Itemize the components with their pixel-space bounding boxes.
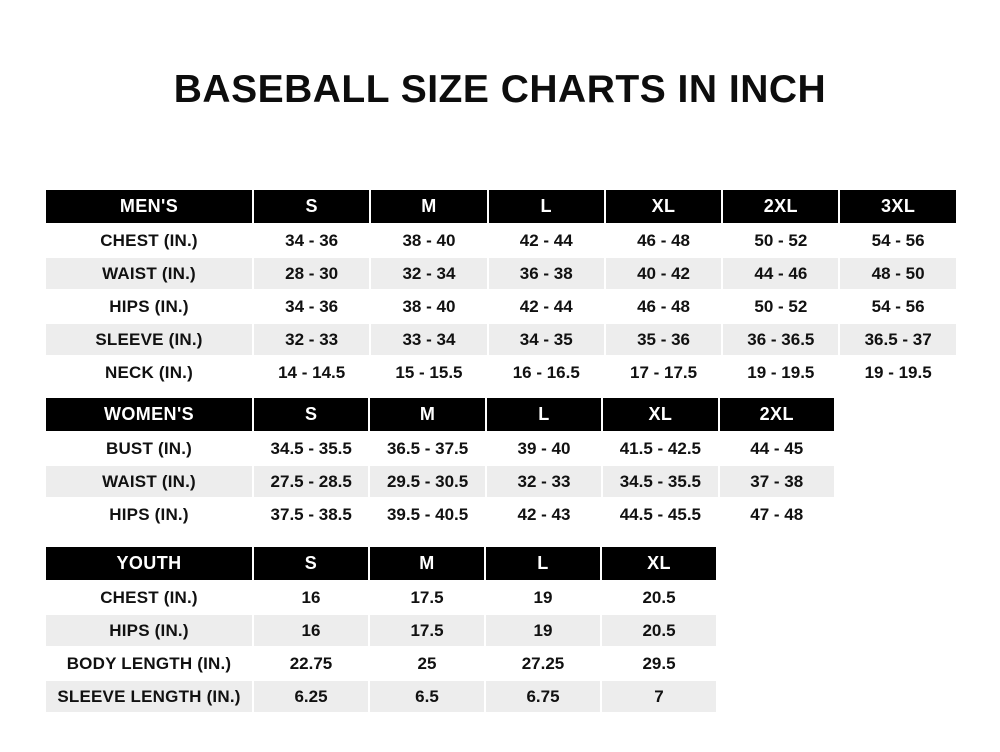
table-header-row	[45, 397, 835, 432]
cell: 42 - 43	[486, 498, 602, 531]
table-row	[45, 498, 835, 531]
cell: 7	[601, 680, 717, 713]
cell: 20.5	[601, 614, 717, 647]
mens-size-table	[44, 188, 958, 390]
cell: 17.5	[369, 581, 485, 614]
cell: 19 - 19.5	[722, 356, 839, 389]
cell: 37.5 - 38.5	[253, 498, 369, 531]
column-header-category: YOUTH	[45, 546, 253, 581]
cell: 54 - 56	[839, 224, 956, 257]
cell: 33 - 34	[370, 323, 487, 356]
row-label: SLEEVE (IN.)	[45, 323, 253, 356]
cell: 39 - 40	[486, 432, 602, 465]
cell: 36.5 - 37	[839, 323, 956, 356]
column-header-xl: XL	[602, 397, 718, 432]
cell: 38 - 40	[370, 224, 487, 257]
cell: 36 - 38	[488, 257, 605, 290]
cell: 38 - 40	[370, 290, 487, 323]
cell: 50 - 52	[722, 224, 839, 257]
cell: 48 - 50	[839, 257, 956, 290]
cell: 34.5 - 35.5	[602, 465, 718, 498]
page-title: BASEBALL SIZE CHARTS IN INCH	[173, 68, 827, 111]
table-row	[45, 680, 717, 713]
row-label: SLEEVE LENGTH (IN.)	[45, 680, 253, 713]
row-label: HIPS (IN.)	[45, 614, 253, 647]
cell: 16	[253, 614, 369, 647]
row-label: CHEST (IN.)	[45, 224, 253, 257]
column-header-category: MEN'S	[45, 189, 253, 224]
column-header-category: WOMEN'S	[45, 397, 253, 432]
cell: 19 - 19.5	[839, 356, 956, 389]
table-row	[45, 432, 835, 465]
cell: 46 - 48	[605, 224, 722, 257]
table-row	[45, 581, 717, 614]
table-row	[45, 465, 835, 498]
cell: 27.25	[485, 647, 601, 680]
cell: 20.5	[601, 581, 717, 614]
row-label: BODY LENGTH (IN.)	[45, 647, 253, 680]
cell: 34.5 - 35.5	[253, 432, 369, 465]
column-header-l: L	[486, 397, 602, 432]
cell: 19	[485, 614, 601, 647]
column-header-2xl: 2XL	[722, 189, 839, 224]
table-row	[45, 290, 957, 323]
cell: 19	[485, 581, 601, 614]
table-row	[45, 356, 957, 389]
row-label: HIPS (IN.)	[45, 290, 253, 323]
cell: 46 - 48	[605, 290, 722, 323]
cell: 34 - 36	[253, 224, 370, 257]
column-header-m: M	[370, 189, 487, 224]
cell: 16	[253, 581, 369, 614]
cell: 34 - 35	[488, 323, 605, 356]
cell: 6.25	[253, 680, 369, 713]
cell: 42 - 44	[488, 224, 605, 257]
row-label: WAIST (IN.)	[45, 465, 253, 498]
cell: 32 - 34	[370, 257, 487, 290]
cell: 15 - 15.5	[370, 356, 487, 389]
row-label: CHEST (IN.)	[45, 581, 253, 614]
column-header-xl: XL	[605, 189, 722, 224]
cell: 14 - 14.5	[253, 356, 370, 389]
column-header-m: M	[369, 397, 485, 432]
cell: 17 - 17.5	[605, 356, 722, 389]
table-header-row	[45, 189, 957, 224]
table-header-row	[45, 546, 717, 581]
table-row	[45, 647, 717, 680]
table-row	[45, 257, 957, 290]
column-header-xl: XL	[601, 546, 717, 581]
column-header-s: S	[253, 189, 370, 224]
cell: 17.5	[369, 614, 485, 647]
row-label: BUST (IN.)	[45, 432, 253, 465]
womens-size-table	[44, 396, 836, 532]
table-row	[45, 323, 957, 356]
row-label: HIPS (IN.)	[45, 498, 253, 531]
cell: 29.5	[601, 647, 717, 680]
cell: 50 - 52	[722, 290, 839, 323]
cell: 44 - 45	[719, 432, 835, 465]
row-label: WAIST (IN.)	[45, 257, 253, 290]
row-label: NECK (IN.)	[45, 356, 253, 389]
column-header-s: S	[253, 397, 369, 432]
cell: 6.75	[485, 680, 601, 713]
cell: 44.5 - 45.5	[602, 498, 718, 531]
cell: 32 - 33	[486, 465, 602, 498]
table-row	[45, 614, 717, 647]
cell: 16 - 16.5	[488, 356, 605, 389]
cell: 22.75	[253, 647, 369, 680]
cell: 29.5 - 30.5	[369, 465, 485, 498]
cell: 37 - 38	[719, 465, 835, 498]
cell: 39.5 - 40.5	[369, 498, 485, 531]
cell: 28 - 30	[253, 257, 370, 290]
column-header-2xl: 2XL	[719, 397, 835, 432]
cell: 6.5	[369, 680, 485, 713]
cell: 34 - 36	[253, 290, 370, 323]
column-header-3xl: 3XL	[839, 189, 956, 224]
cell: 35 - 36	[605, 323, 722, 356]
cell: 47 - 48	[719, 498, 835, 531]
cell: 42 - 44	[488, 290, 605, 323]
cell: 27.5 - 28.5	[253, 465, 369, 498]
cell: 44 - 46	[722, 257, 839, 290]
cell: 32 - 33	[253, 323, 370, 356]
cell: 41.5 - 42.5	[602, 432, 718, 465]
cell: 36 - 36.5	[722, 323, 839, 356]
column-header-s: S	[253, 546, 369, 581]
cell: 25	[369, 647, 485, 680]
cell: 36.5 - 37.5	[369, 432, 485, 465]
youth-size-table	[44, 545, 718, 714]
column-header-l: L	[485, 546, 601, 581]
column-header-m: M	[369, 546, 485, 581]
cell: 40 - 42	[605, 257, 722, 290]
cell: 54 - 56	[839, 290, 956, 323]
table-row	[45, 224, 957, 257]
column-header-l: L	[488, 189, 605, 224]
